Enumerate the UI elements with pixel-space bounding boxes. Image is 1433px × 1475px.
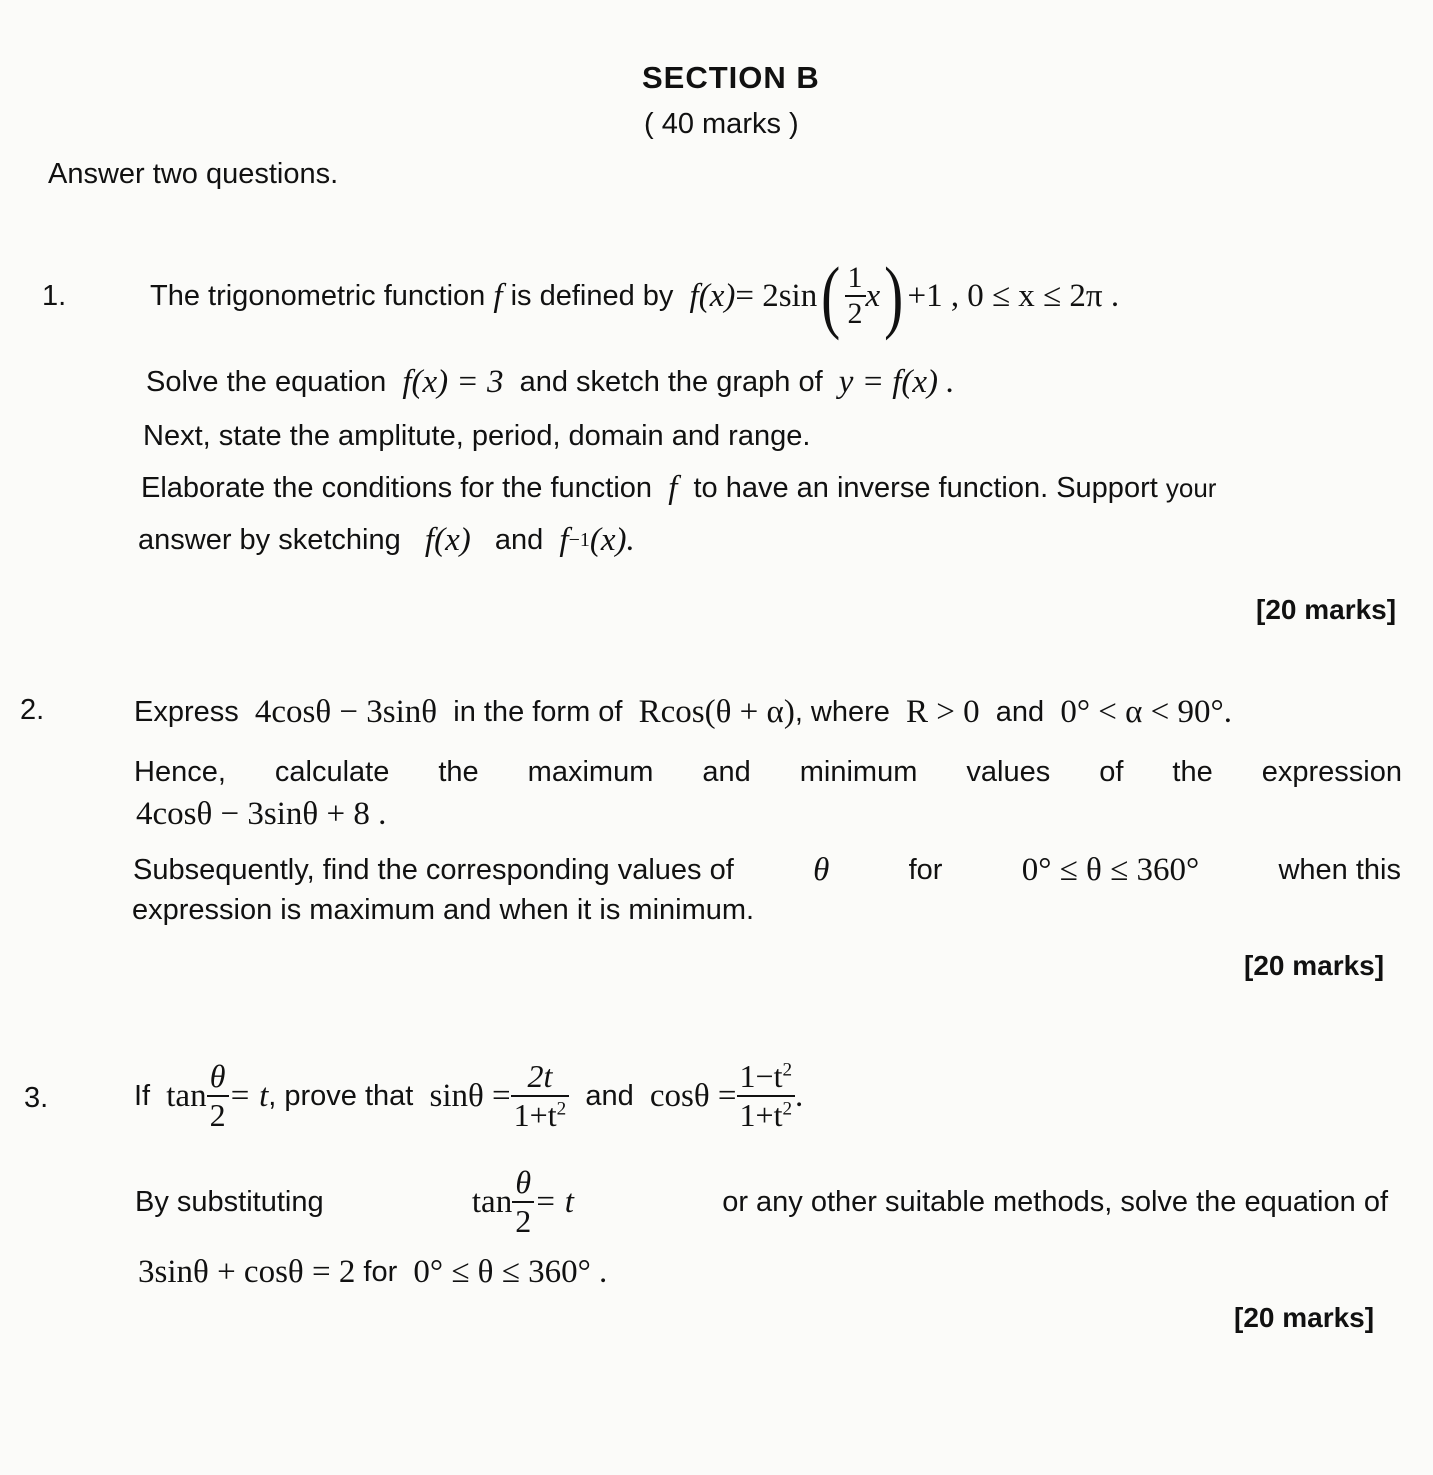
half-den: 2 xyxy=(847,297,863,330)
half-theta-fraction-2 xyxy=(512,1164,534,1240)
q1-line4 xyxy=(141,466,1216,510)
q1-line3: Next, state the amplitute, period, domain and range. xyxy=(143,420,811,452)
q2-subsequently-line xyxy=(133,848,1401,892)
half-num: 1 xyxy=(845,261,866,297)
q1-line1-text: The trigonometric function xyxy=(150,279,486,312)
q1-line5 xyxy=(138,516,635,564)
q1-defined-by: is defined by xyxy=(510,279,674,312)
q3-dot: . xyxy=(795,1077,804,1114)
q3-prove: , prove that xyxy=(268,1079,414,1112)
question-number: 1. xyxy=(42,280,67,312)
q2-rcos: Rcos(θ + α) xyxy=(638,693,795,730)
q1-marks: [20 marks] xyxy=(1256,594,1397,625)
q1-line4-c: your xyxy=(1165,472,1217,503)
q3-tan-sub xyxy=(472,1164,574,1240)
cos-num: 1−t xyxy=(739,1058,783,1094)
q1-line5-finv: f xyxy=(559,521,569,558)
q2-expr: 4cosθ − 3sinθ xyxy=(254,693,438,730)
two-den: 2 xyxy=(209,1097,226,1133)
q2-when-this: when this xyxy=(1278,853,1401,886)
sin-den-wrap xyxy=(511,1097,570,1134)
q1-line5-sup: −1 xyxy=(568,528,590,551)
q3-if: If xyxy=(134,1079,151,1112)
half-theta-fraction xyxy=(207,1058,229,1134)
q3-tan-2: tan xyxy=(471,1183,513,1220)
q2-express: Express xyxy=(134,695,239,728)
cos-den: 1+t xyxy=(739,1097,783,1133)
q1-line2-eq: f(x) = 3 xyxy=(402,363,504,400)
sin-den-sq: 2 xyxy=(556,1098,567,1120)
q1-line2-b: and sketch the graph of xyxy=(519,365,823,398)
q1-line5-a: answer by sketching xyxy=(138,523,401,556)
section-title: SECTION B xyxy=(642,60,820,95)
q2-and: and xyxy=(995,695,1045,728)
eq-2sin: = 2sin xyxy=(735,277,818,314)
q2-alpha-range: 0° < α < 90°. xyxy=(1060,693,1232,730)
q2-hence: Hence, calculate the maximum and minimum values of the expression xyxy=(134,756,1402,788)
q3-by-sub: By substituting xyxy=(135,1185,324,1218)
half-fraction xyxy=(845,261,866,331)
q2-where: , where xyxy=(794,695,890,728)
q1-line4-a: Elaborate the conditions for the function xyxy=(141,471,653,504)
cos-num-sq: 2 xyxy=(782,1059,793,1081)
q3-marks: [20 marks] xyxy=(1234,1302,1375,1333)
q3-for: for xyxy=(363,1255,398,1288)
theta-num: θ xyxy=(207,1058,229,1097)
q3-cos: cosθ = xyxy=(649,1077,737,1114)
right-paren: ) xyxy=(884,250,904,341)
q1-line2-a: Solve the equation xyxy=(146,365,387,398)
q2-theta-range: 0° ≤ θ ≤ 360° xyxy=(1021,851,1200,888)
q2-line1 xyxy=(134,688,1232,736)
q3-line1 xyxy=(134,1048,803,1144)
q3-line3 xyxy=(138,1250,607,1294)
q3-tan: tan xyxy=(166,1077,207,1114)
two-den-2: 2 xyxy=(515,1203,532,1239)
q2-subsequently: Subsequently, find the corresponding values of xyxy=(133,853,734,886)
q3-line2 xyxy=(135,1156,1388,1248)
q2-line-end: expression is maximum and when it is minimum. xyxy=(132,894,755,926)
q1-line1 xyxy=(150,246,1119,346)
q2-form: in the form of xyxy=(453,695,623,728)
q2-marks: [20 marks] xyxy=(1244,950,1385,981)
cos-fraction xyxy=(737,1058,796,1134)
q2-theta: θ xyxy=(813,851,830,888)
cos-num-wrap xyxy=(737,1058,796,1097)
cos-den-wrap xyxy=(737,1097,796,1134)
plus-one: +1 , xyxy=(907,277,960,314)
q3-range: 0° ≤ θ ≤ 360° . xyxy=(413,1253,608,1290)
q2-for: for xyxy=(908,853,943,886)
q1-line4-f: f xyxy=(668,469,678,506)
q1-line2-eq2: y = f(x) . xyxy=(838,363,955,400)
q1-line4-b: to have an inverse function. Support xyxy=(693,471,1158,504)
fx-f: f xyxy=(689,277,699,314)
q2-rgt0: R > 0 xyxy=(906,693,980,730)
fx-arg: (x) xyxy=(698,277,736,314)
q1-line5-and: and xyxy=(494,523,544,556)
sin-fraction xyxy=(511,1058,570,1134)
q3-eq-t: = t xyxy=(228,1077,269,1114)
left-paren: ( xyxy=(821,250,841,341)
q1-domain: 0 ≤ x ≤ 2π . xyxy=(967,277,1120,314)
q3-and: and xyxy=(585,1079,634,1112)
q1-line5-fx: f(x) xyxy=(424,521,471,558)
cos-den-sq: 2 xyxy=(782,1098,793,1120)
sin-num: 2t xyxy=(511,1058,570,1097)
instruction: Answer two questions. xyxy=(48,158,339,190)
q2-expr2: 4cosθ − 3sinθ + 8 . xyxy=(136,796,387,832)
x-var: x xyxy=(865,277,881,314)
q3-or-other: or any other suitable methods, solve the equation of xyxy=(722,1185,1388,1218)
question-number: 2. xyxy=(20,694,45,726)
theta-num-2: θ xyxy=(512,1164,534,1203)
q3-sin: sinθ = xyxy=(429,1077,511,1114)
section-marks: ( 40 marks ) xyxy=(644,108,799,140)
f-symbol: f xyxy=(493,277,503,314)
q1-line5-x: (x). xyxy=(589,521,635,558)
sin-den: 1+t xyxy=(513,1097,557,1133)
q3-eq-t-2: = t xyxy=(534,1183,574,1220)
q3-equation: 3sinθ + cosθ = 2 xyxy=(138,1253,356,1290)
question-number: 3. xyxy=(24,1082,49,1114)
q1-line2 xyxy=(146,360,955,404)
